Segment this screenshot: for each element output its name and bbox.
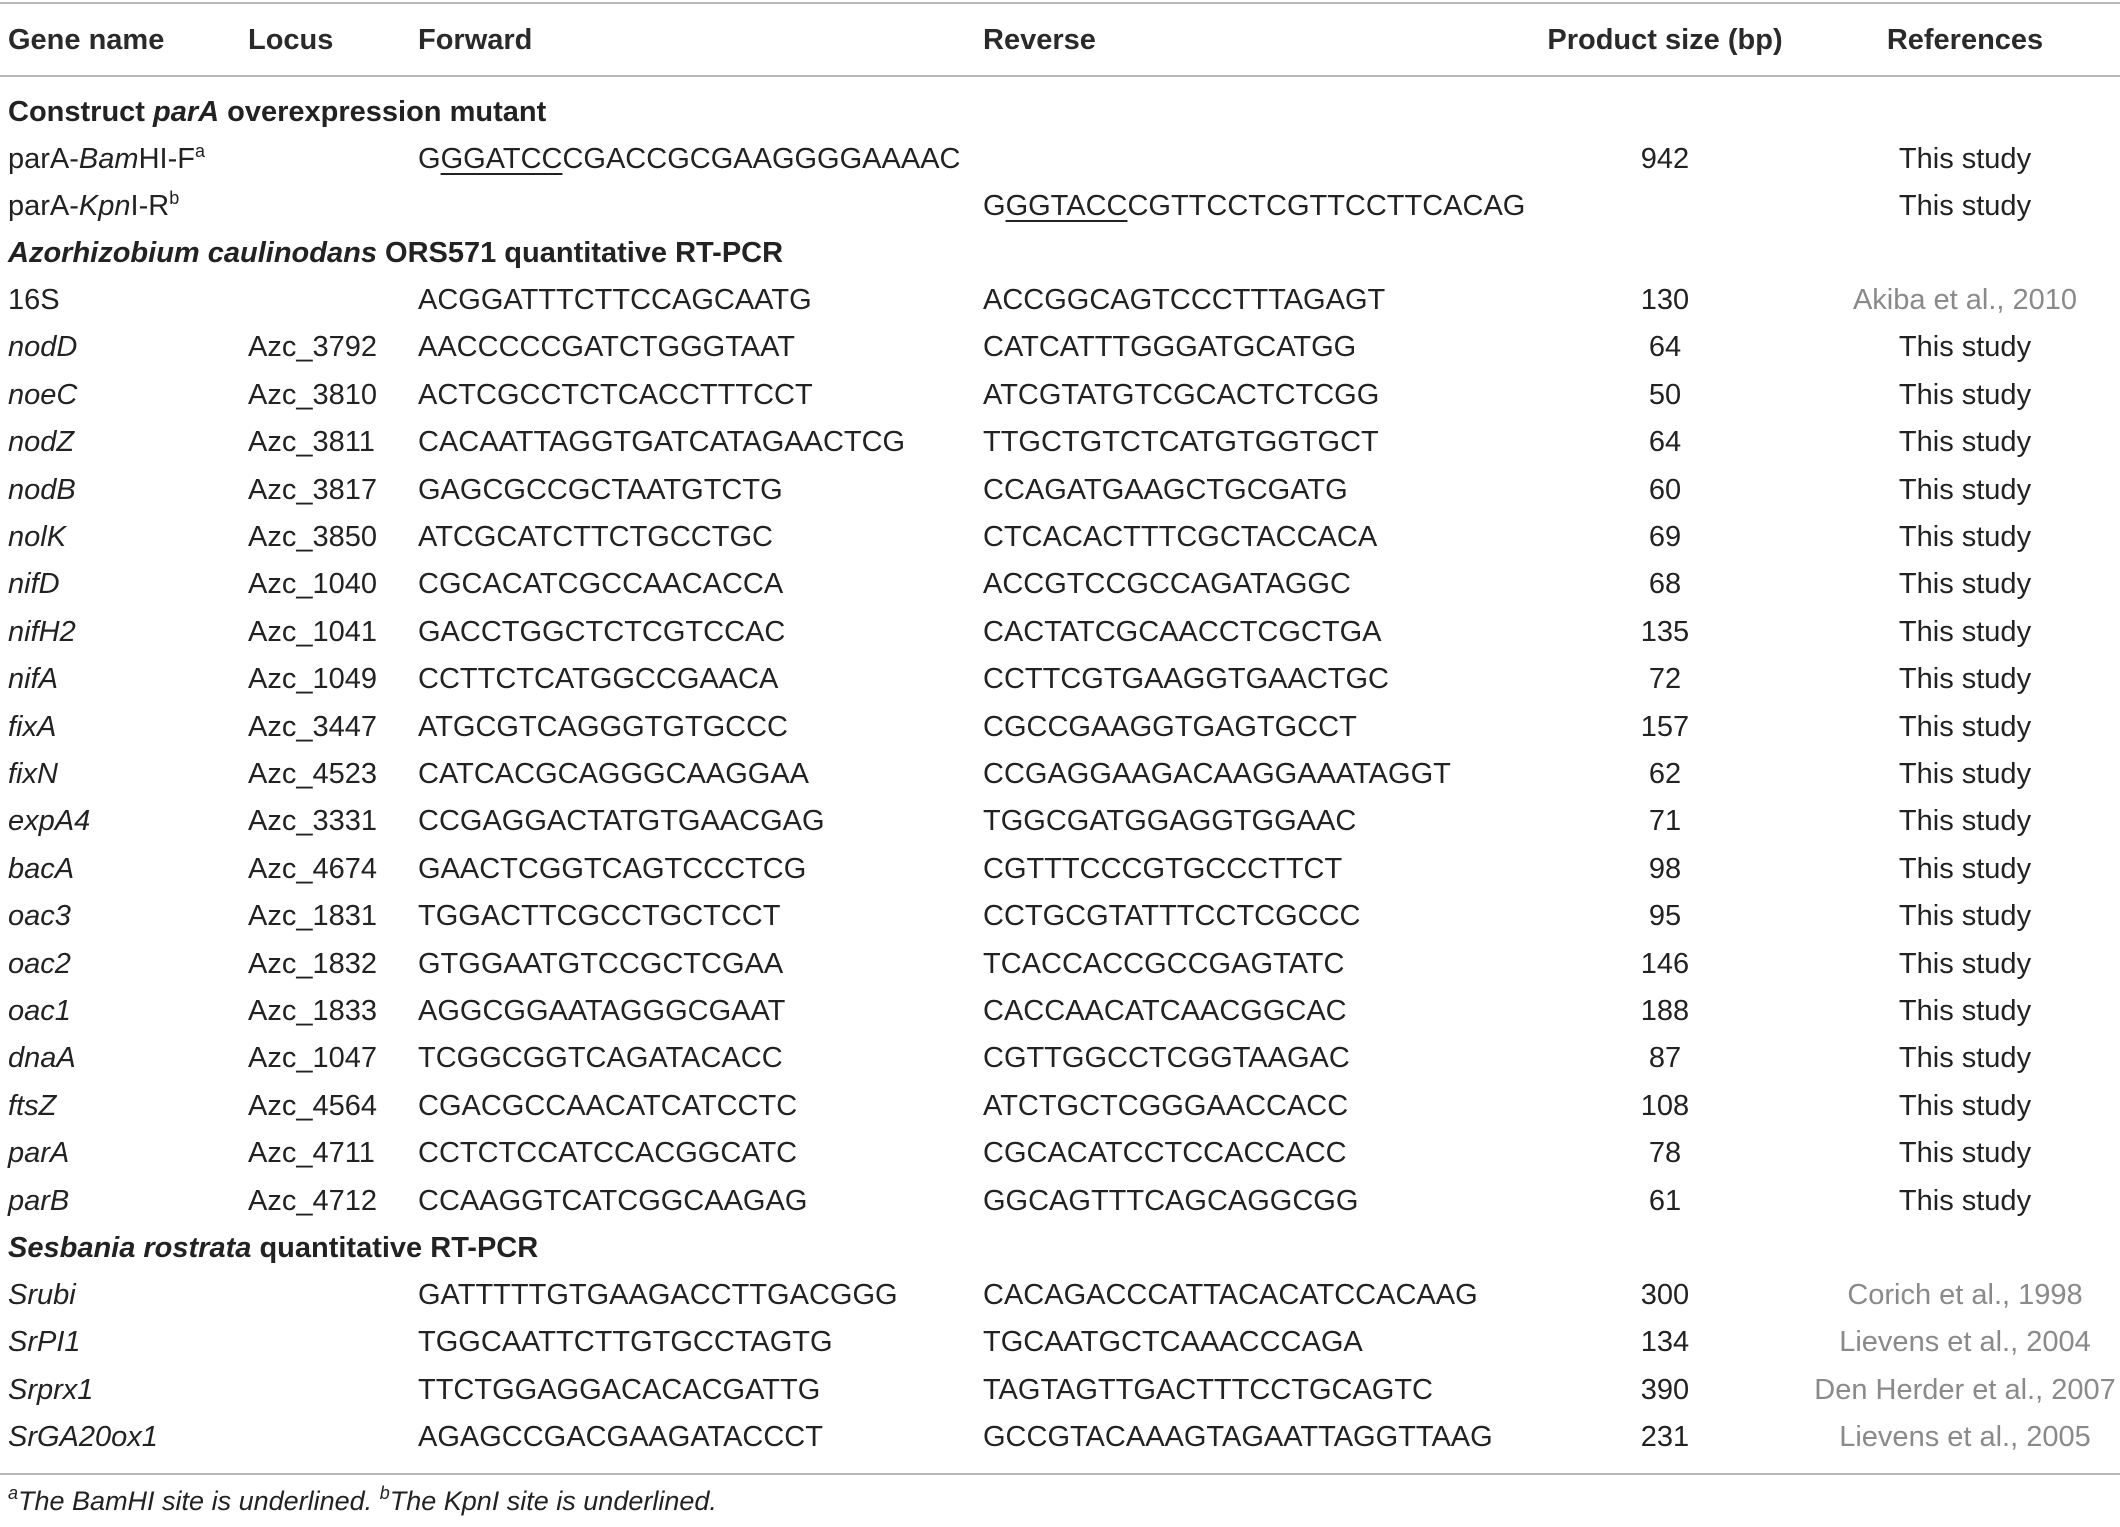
table-row — [0, 136, 2120, 183]
table-row — [0, 1367, 2120, 1414]
row-product-size: 108 — [1640, 1089, 1690, 1122]
row-locus: Azc_1832 — [248, 947, 377, 980]
row-reference: Akiba et al., 2010 — [1852, 284, 2078, 316]
table-row — [0, 941, 2120, 988]
row-gene-name: nifH2 — [8, 615, 76, 648]
row-reverse-primer: TTGCTGTCTCATGTGGTGCT — [983, 426, 1379, 459]
kpni-site: GGTACC — [1005, 190, 1128, 222]
row-gene-name: oac2 — [8, 947, 71, 980]
row-product-size: 390 — [1640, 1373, 1690, 1406]
row-locus: Azc_3850 — [248, 521, 377, 553]
row-reverse-primer: TGCAATGCTCAAACCCAGA — [983, 1326, 1363, 1359]
row-reference: This study — [1898, 615, 2032, 648]
row-locus: Azc_3792 — [248, 331, 377, 364]
row-reference: This study — [1898, 331, 2032, 364]
row-reverse-primer: GCCGTACAAAGTAGAATTAGGTTAAG — [983, 1421, 1493, 1454]
header-forward: Forward — [418, 24, 533, 56]
row-locus: Azc_3811 — [248, 426, 375, 459]
header-reverse: Reverse — [983, 24, 1096, 56]
row-reverse-primer: TCACCACCGCCGAGTATC — [983, 947, 1345, 980]
row-forward-primer: AGAGCCGACGAAGATACCCT — [418, 1421, 823, 1454]
section-construct — [0, 89, 2120, 136]
row-reverse-primer: CACTATCGCAACCTCGCTGA — [983, 615, 1382, 648]
row-gene-name: bacA — [8, 852, 75, 885]
header-locus: Locus — [248, 24, 334, 56]
row-product-size: 60 — [1648, 473, 1682, 506]
section-sesbania — [0, 1225, 2120, 1272]
row-locus: Azc_4523 — [248, 758, 377, 790]
row-forward-primer: GACCTGGCTCTCGTCCAC — [418, 615, 786, 648]
row-gene-name: parA — [8, 1137, 70, 1170]
row-forward-primer: CACAATTAGGTGATCATAGAACTCG — [418, 426, 906, 459]
table-row — [0, 277, 2120, 324]
row-reference: This study — [1898, 900, 2032, 933]
row-gene-name: parA-$BamHI-F^a$ — [8, 141, 205, 175]
row-product-size: 95 — [1648, 900, 1682, 933]
row-reverse-primer: CTCACACTTTCGCTACCACA — [983, 521, 1378, 553]
table-row — [0, 561, 2120, 608]
row-product-size: 188 — [1640, 995, 1690, 1027]
section-azorhizobium-title: Azorhizobium caulinodans ORS571 quantitative RT-PCR — [8, 237, 784, 269]
row-locus: Azc_1047 — [248, 1042, 377, 1075]
row-gene-name: parA-$KpnI-R^b$ — [8, 188, 180, 222]
row-locus: Azc_4674 — [248, 852, 377, 885]
row-gene-name: Srubi — [8, 1279, 76, 1311]
table-row — [0, 798, 2120, 845]
row-product-size: 68 — [1648, 568, 1682, 601]
row-gene-name: nolK — [8, 521, 67, 553]
row-forward-primer: CATCACGCAGGGCAAGGAA — [418, 758, 810, 790]
row-forward-primer: CCAAGGTCATCGGCAAGAG — [418, 1184, 808, 1217]
row-reference: Lievens et al., 2005 — [1839, 1421, 2091, 1454]
row-gene-name: noeC — [8, 378, 78, 411]
row-gene-name: nodD — [8, 331, 78, 364]
row-gene-name: oac3 — [8, 900, 71, 933]
row-reverse-primer: CGCACATCCTCCACCACC — [983, 1137, 1347, 1170]
row-product-size: 130 — [1640, 284, 1690, 316]
row-forward-primer: TTCTGGAGGACACACGATTG — [418, 1373, 821, 1406]
row-forward-primer: CGCACATCGCCAACACCA — [418, 568, 784, 601]
row-reverse-primer: CCGAGGAAGACAAGGAAATAGGT — [983, 758, 1451, 790]
row-product-size: 87 — [1648, 1042, 1682, 1075]
row-reverse-primer: CATCATTTGGGATGCATGG — [983, 331, 1357, 364]
row-forward-primer: TGGCAATTCTTGTGCCTAGTG — [418, 1326, 833, 1359]
table-row — [0, 656, 2120, 703]
row-reference: This study — [1898, 473, 2032, 506]
table-row — [0, 467, 2120, 514]
row-reference: This study — [1898, 710, 2032, 743]
row-locus: Azc_1040 — [248, 568, 377, 601]
row-locus: Azc_1833 — [248, 995, 377, 1027]
table-row — [0, 609, 2120, 656]
row-reference: This study — [1898, 1184, 2032, 1217]
row-product-size: 72 — [1648, 663, 1682, 696]
header-references: References — [1886, 24, 2044, 56]
row-gene-name: SrGA20ox1 — [8, 1421, 158, 1454]
row-locus: Azc_4564 — [248, 1089, 377, 1122]
row-locus: Azc_3331 — [248, 805, 377, 838]
row-forward-primer: CCTCTCCATCCACGGCATC — [418, 1137, 798, 1170]
row-product-size: 942 — [1640, 143, 1690, 175]
row-forward-primer: GAACTCGGTCAGTCCCTCG — [418, 852, 807, 885]
row-gene-name: 16S — [8, 284, 60, 316]
row-forward-primer: GATTTTTGTGAAGACCTTGACGGG — [418, 1279, 898, 1311]
row-gene-name: nodB — [8, 473, 76, 506]
row-reference: This study — [1898, 426, 2032, 459]
row-gene-name: SrPI1 — [8, 1326, 81, 1359]
row-locus: Azc_3447 — [248, 710, 377, 743]
row-reference: Corich et al., 1998 — [1847, 1279, 2083, 1311]
row-reference: This study — [1898, 1042, 2032, 1075]
row-locus: Azc_4712 — [248, 1184, 377, 1217]
table-header — [0, 17, 2120, 64]
row-reverse-primer: ATCGTATGTCGCACTCTCGG — [983, 378, 1380, 411]
row-gene-name: fixN — [8, 758, 58, 790]
row-forward-primer: GGGATCCCGACCGCGAAGGGGAAAAC — [418, 143, 961, 175]
row-locus: Azc_1049 — [248, 663, 377, 696]
row-product-size: 98 — [1648, 852, 1682, 885]
row-reverse-primer: CACAGACCCATTACACATCCACAAG — [983, 1279, 1478, 1311]
header-gene-name: Gene name — [8, 24, 165, 56]
row-reference: This study — [1898, 190, 2032, 222]
row-reference: Lievens et al., 2004 — [1839, 1326, 2091, 1359]
row-gene-name: ftsZ — [8, 1089, 57, 1122]
row-reference: Den Herder et al., 2007 — [1814, 1373, 2116, 1406]
row-forward-primer: AGGCGGAATAGGGCGAAT — [418, 995, 786, 1027]
row-reverse-primer: TAGTAGTTGACTTTCCTGCAGTC — [983, 1373, 1433, 1406]
row-forward-primer: CGACGCCAACATCATCCTC — [418, 1089, 798, 1122]
row-gene-name: dnaA — [8, 1042, 76, 1075]
row-reverse-primer: ACCGGCAGTCCCTTTAGAGT — [983, 284, 1386, 316]
row-product-size: 135 — [1640, 615, 1690, 648]
row-product-size: 69 — [1648, 521, 1682, 553]
table-row — [0, 1272, 2120, 1319]
row-product-size: 50 — [1648, 378, 1682, 411]
section-azorhizobium — [0, 230, 2120, 277]
row-forward-primer: AACCCCCGATCTGGGTAAT — [418, 331, 795, 364]
row-reference: This study — [1898, 947, 2032, 980]
row-reverse-primer: GGGTACCCGTTCCTCGTTCCTTCACAG — [983, 190, 1526, 222]
table-row — [0, 419, 2120, 466]
row-forward-primer: CCTTCTCATGGCCGAACA — [418, 663, 779, 696]
row-product-size: 62 — [1648, 758, 1682, 790]
row-reverse-primer: GGCAGTTTCAGCAGGCGG — [983, 1184, 1359, 1217]
row-reference: This study — [1898, 663, 2032, 696]
row-reverse-primer: CCTTCGTGAAGGTGAACTGC — [983, 663, 1389, 696]
top-rule — [0, 2, 2120, 4]
row-reverse-primer: ACCGTCCGCCAGATAGGC — [983, 568, 1351, 601]
table-row — [0, 846, 2120, 893]
row-reference: This study — [1898, 758, 2032, 790]
table-row — [0, 514, 2120, 561]
bottom-rule — [0, 1473, 2120, 1475]
row-product-size: 61 — [1648, 1184, 1682, 1217]
table-row — [0, 1319, 2120, 1366]
row-reverse-primer: CGCCGAAGGTGAGTGCCT — [983, 710, 1357, 743]
row-forward-primer: GTGGAATGTCCGCTCGAA — [418, 947, 784, 980]
row-reverse-primer: CGTTTCCCGTGCCCTTCT — [983, 852, 1343, 885]
row-locus: Azc_1831 — [248, 900, 377, 933]
row-gene-name: parB — [8, 1184, 70, 1217]
row-reference: This study — [1898, 378, 2032, 411]
row-forward-primer: CCGAGGACTATGTGAACGAG — [418, 805, 825, 838]
row-gene-name: nifA — [8, 663, 58, 696]
row-reference: This study — [1898, 568, 2032, 601]
row-locus: Azc_4711 — [248, 1137, 375, 1170]
table-row — [0, 324, 2120, 371]
table-row — [0, 1083, 2120, 1130]
row-reverse-primer: ATCTGCTCGGGAACCACC — [983, 1089, 1349, 1122]
bamhi-site: GGATCC — [440, 143, 563, 175]
table-row — [0, 183, 2120, 230]
table-row — [0, 1130, 2120, 1177]
row-forward-primer: TCGGCGGTCAGATACACC — [418, 1042, 783, 1075]
row-product-size: 300 — [1640, 1279, 1690, 1311]
row-locus: Azc_3810 — [248, 378, 377, 411]
row-gene-name: fixA — [8, 710, 57, 743]
row-product-size: 64 — [1648, 426, 1682, 459]
row-forward-primer: GAGCGCCGCTAATGTCTG — [418, 473, 783, 506]
row-product-size: 146 — [1640, 947, 1690, 980]
section-construct-title: Construct parA overexpression mutant — [8, 96, 547, 128]
row-forward-primer: TGGACTTCGCCTGCTCCT — [418, 900, 781, 933]
table-row — [0, 704, 2120, 751]
row-gene-name: Srprx1 — [8, 1373, 94, 1406]
row-reference: This study — [1898, 143, 2032, 175]
section-sesbania-title: Sesbania rostrata quantitative RT-PCR — [8, 1232, 539, 1264]
row-locus: Azc_3817 — [248, 473, 377, 506]
table-row — [0, 751, 2120, 798]
row-reference: This study — [1898, 852, 2032, 885]
row-reference: This study — [1898, 805, 2032, 838]
table-row — [0, 988, 2120, 1035]
row-product-size: 64 — [1648, 331, 1682, 364]
row-product-size: 134 — [1640, 1326, 1690, 1359]
row-reverse-primer: CCAGATGAAGCTGCGATG — [983, 473, 1348, 506]
row-product-size: 71 — [1648, 805, 1682, 838]
table-footnote: $^a$The BamHI site is underlined. $^b$The KpnI site is underlined. — [8, 1483, 717, 1516]
row-locus: Azc_1041 — [248, 615, 377, 648]
row-reference: This study — [1898, 995, 2032, 1027]
row-reverse-primer: CACCAACATCAACGGCAC — [983, 995, 1347, 1027]
row-reference: This study — [1898, 1089, 2032, 1122]
table-row — [0, 893, 2120, 940]
row-gene-name: nifD — [8, 568, 60, 601]
header-product-size: Product size (bp) — [1547, 24, 1783, 56]
row-forward-primer: ACTCGCCTCTCACCTTTCCT — [418, 378, 813, 411]
row-reverse-primer: TGGCGATGGAGGTGGAAC — [983, 805, 1357, 838]
row-gene-name: nodZ — [8, 426, 75, 459]
row-forward-primer: ATGCGTCAGGGTGTGCCC — [418, 710, 789, 743]
row-forward-primer: ACGGATTTCTTCCAGCAATG — [418, 284, 812, 316]
header-rule — [0, 75, 2120, 77]
row-gene-name: oac1 — [8, 995, 71, 1027]
row-reference: This study — [1898, 1137, 2032, 1170]
table-row — [0, 372, 2120, 419]
table-row — [0, 1414, 2120, 1461]
row-reverse-primer: CGTTGGCCTCGGTAAGAC — [983, 1042, 1350, 1075]
table-row — [0, 1035, 2120, 1082]
row-reference: This study — [1898, 521, 2032, 553]
row-product-size: 78 — [1648, 1137, 1682, 1170]
row-forward-primer: ATCGCATCTTCTGCCTGC — [418, 521, 773, 553]
row-reverse-primer: CCTGCGTATTTCCTCGCCC — [983, 900, 1361, 933]
row-gene-name: expA4 — [8, 805, 91, 838]
table-row — [0, 1178, 2120, 1225]
row-product-size: 231 — [1640, 1421, 1690, 1454]
row-product-size: 157 — [1640, 710, 1690, 743]
